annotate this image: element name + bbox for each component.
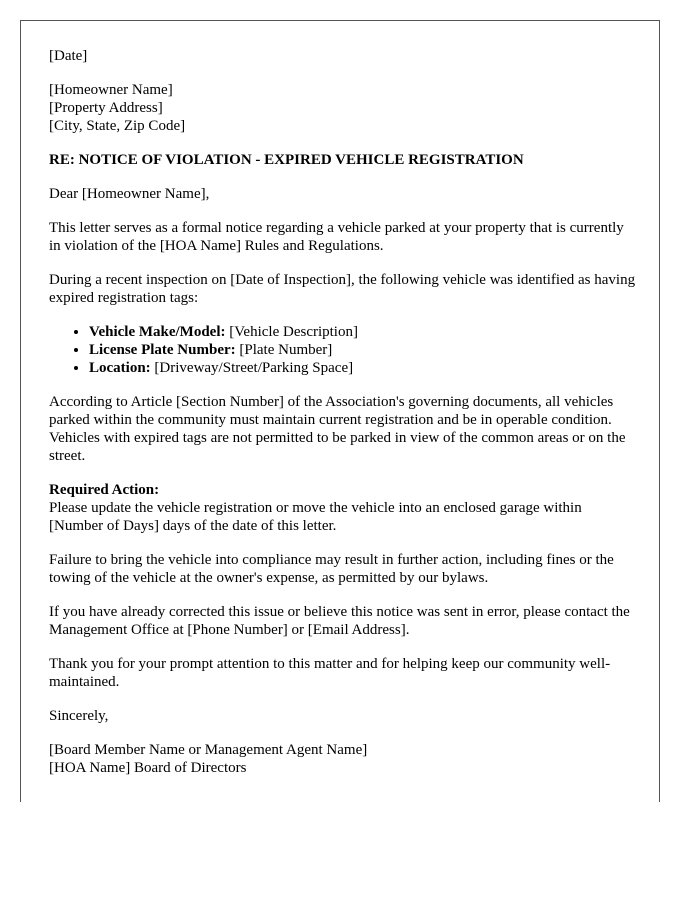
inspection-paragraph: During a recent inspection on [Date of Inspection], the following vehicle was identified as having expired registration tags:	[49, 272, 636, 306]
closing: Sincerely,	[49, 708, 109, 724]
recipient-name: [Homeowner Name]	[49, 82, 173, 98]
consequences-paragraph: Failure to bring the vehicle into compliance may result in further action, including fines or the towing of the vehicle at the owner's expense, as permitted by our bylaws.	[49, 552, 614, 586]
list-item	[89, 341, 639, 359]
recipient-city-state-zip: [City, State, Zip Code]	[49, 118, 186, 134]
vehicle-model-label: Vehicle Make/Model:	[89, 324, 226, 340]
contact-paragraph: If you have already corrected this issue or believe this notice was sent in error, please contact the Management Office at [Phone Number] or [Email Address].	[49, 604, 630, 638]
recipient-property-address: [Property Address]	[49, 100, 163, 116]
violation-notice-letter	[49, 47, 639, 777]
signer-name: [Board Member Name or Management Agent Name]	[49, 742, 368, 758]
vehicle-details-list	[49, 323, 639, 377]
required-action-heading: Required Action:	[49, 482, 160, 498]
intro-paragraph: This letter serves as a formal notice regarding a vehicle parked at your property that is currently in violation of the [HOA Name] Rules and Regulations.	[49, 220, 624, 254]
letter-subject: RE: NOTICE OF VIOLATION - EXPIRED VEHICLE REGISTRATION	[49, 152, 524, 168]
list-item	[89, 359, 639, 377]
list-item	[89, 323, 639, 341]
vehicle-model-value: [Vehicle Description]	[225, 324, 358, 340]
plate-number-value: [Plate Number]	[235, 342, 333, 358]
required-action-text: Please update the vehicle registration or move the vehicle into an enclosed garage within [Number of Days] days of the date of this letter.	[49, 500, 582, 534]
salutation: Dear [Homeowner Name],	[49, 186, 210, 202]
letter-date: [Date]	[49, 48, 88, 64]
signature-block	[49, 741, 639, 777]
location-value: [Driveway/Street/Parking Space]	[150, 360, 354, 376]
recipient-address-block	[49, 81, 639, 135]
signer-organization: [HOA Name] Board of Directors	[49, 760, 247, 776]
plate-number-label: License Plate Number:	[89, 342, 236, 358]
required-action-section	[49, 481, 639, 535]
location-label: Location:	[89, 360, 151, 376]
regulation-paragraph: According to Article [Section Number] of the Association's governing documents, all vehicles parked within the community must maintain current registration and be in operable condition. Vehicles with expired tags are not permitted to be parked in view of the common areas or on the street.	[49, 394, 626, 464]
thank-you-paragraph: Thank you for your prompt attention to this matter and for helping keep our community well-maintained.	[49, 656, 611, 690]
